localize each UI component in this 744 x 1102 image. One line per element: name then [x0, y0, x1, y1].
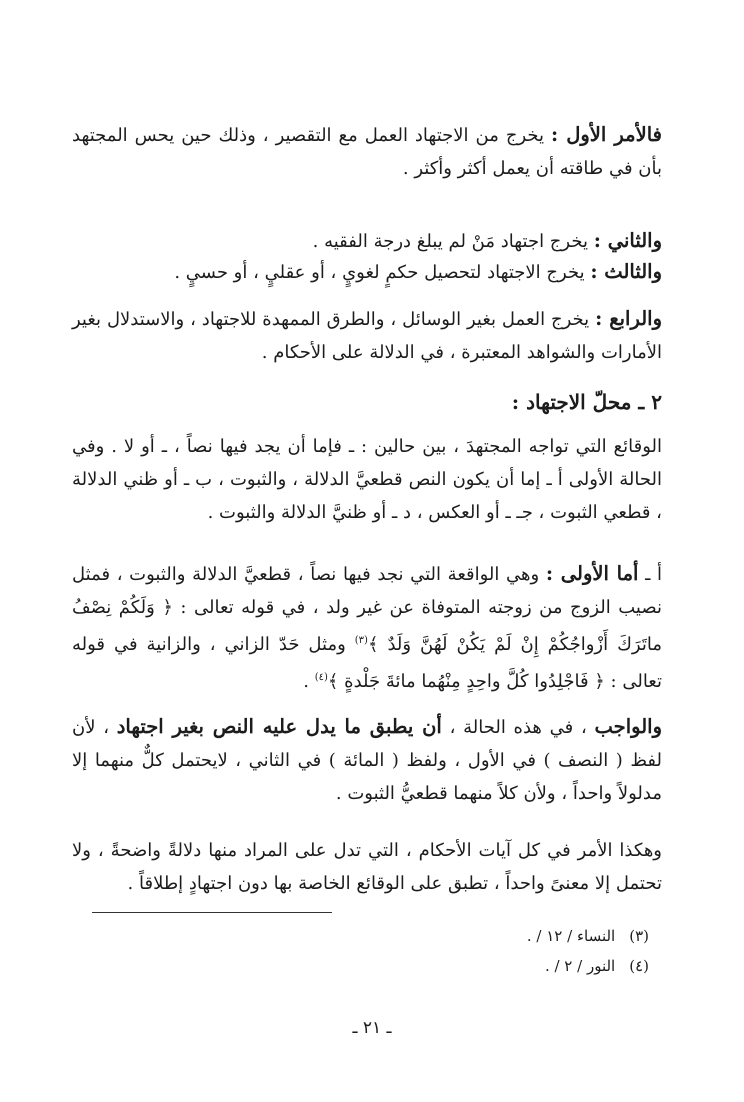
paragraph-second-matter: [72, 224, 662, 258]
paragraph-first-case: [72, 557, 662, 698]
paragraph-text: ، لأن لفظ ( النصف ) في الأول ، ولفظ ( المائة ) في الثاني ، لايحتمل كلٌّ منهما إلا مدلولاً واحداً ، ولأن كلاً منهما قطعيُّ الثبوت .: [72, 717, 662, 804]
paragraph-obligation: [72, 710, 662, 810]
paragraph-text: يخرج الاجتهاد لتحصيل حكمٍ لغويٍ ، أو عقليٍ ، أو حسيٍ .: [174, 262, 591, 283]
footnote-ref: (٤): [314, 672, 328, 683]
footnote-number: (٤): [629, 957, 649, 975]
paragraph-text: وهكذا الأمر في كل آيات الأحكام ، التي تدل على المراد منها دلالةً واضحةً ، ولا تحتمل إلا معنىً واحداً ، تطبق على الوقائع الخاصة بها دون اجتهادٍ إطلاقاً .: [72, 840, 662, 894]
paragraph-text: الوقائع التي تواجه المجتهدَ ، بين حالين : ـ فإما أن يجد فيها نصاً ، ـ أو لا . وفي الحالة الأولى أ ـ إما أن يكون النص قطعيَّ الدلالة ، والثبوت ، ب ـ أو ظني الدلالة ، قطعي الثبوت ، جـ ـ أو العكس ، د ـ أو ظنيَّ الدلالة والثبوت .: [72, 436, 662, 523]
footnote: [527, 925, 649, 947]
paragraph-fourth-matter: [72, 302, 662, 369]
footnote-number: (٣): [629, 927, 649, 945]
paragraph-text: يخرج من الاجتهاد العمل مع التقصير ، وذلك حين يحس المجتهد بأن في طاقته أن يعمل أكثر وأكثر .: [72, 125, 662, 179]
paragraph-emphasis: أن يطبق ما يدل عليه النص بغير اجتهاد: [116, 715, 442, 738]
page-number: ـ ٢١ ـ: [352, 1018, 392, 1038]
paragraph-lead: والثاني :: [593, 229, 662, 252]
footnote-text: النور / ٢ / .: [544, 957, 616, 975]
paragraph-lead: والواجب: [594, 715, 662, 738]
paragraph-text: .: [303, 671, 315, 692]
paragraph-text: ، في هذه الحالة ،: [441, 717, 595, 738]
footnote-ref: (٣): [354, 635, 368, 646]
paragraph-conclusion: [72, 834, 662, 900]
footnote: [545, 955, 649, 977]
paragraph-lead: فالأمر الأول :: [550, 123, 662, 146]
paragraph-third-matter: [72, 255, 662, 289]
footnote-text: النساء / ١٢ / .: [526, 927, 616, 945]
paragraph-text: يخرج اجتهاد مَنْ لم يبلغ درجة الفقيه .: [312, 231, 594, 252]
paragraph-prefix: أ ـ: [638, 564, 663, 585]
paragraph-text: ومثل حَدّ الزاني ، والزانية في قوله تعالى : ﴿ فَاجْلِدُوا كُلَّ واحِدٍ مِنْهُما مائةَ جَلْدةٍ ﴾: [72, 634, 662, 692]
footnote-divider: [92, 912, 332, 913]
paragraph-text: وهي الواقعة التي نجد فيها نصاً ، قطعيَّ الدلالة والثبوت ، فمثل نصيب الزوج من زوجته المتوفاة عن غير ولد ، في قوله تعالى : ﴿ وَلَكُمْ نِصْفُ ماتَرَكَ أَزْواجُكُمْ إِنْ لَمْ يَكُنْ لَهُنَّ وَلَدٌ ﴾: [72, 564, 662, 655]
paragraph-text: يخرج العمل بغير الوسائل ، والطرق الممهدة للاجتهاد ، والاستدلال بغير الأمارات والشواهد المعتبرة ، في الدلالة على الأحكام .: [72, 309, 662, 363]
paragraph-cases: [72, 430, 662, 529]
paragraph-lead: أما الأولى :: [545, 562, 639, 585]
section-heading: ٢ ـ محلّ الاجتهاد :: [511, 390, 662, 414]
paragraph-lead: والثالث :: [590, 260, 662, 283]
paragraph-lead: والرابع :: [595, 307, 662, 330]
paragraph-first-matter: [72, 118, 662, 185]
